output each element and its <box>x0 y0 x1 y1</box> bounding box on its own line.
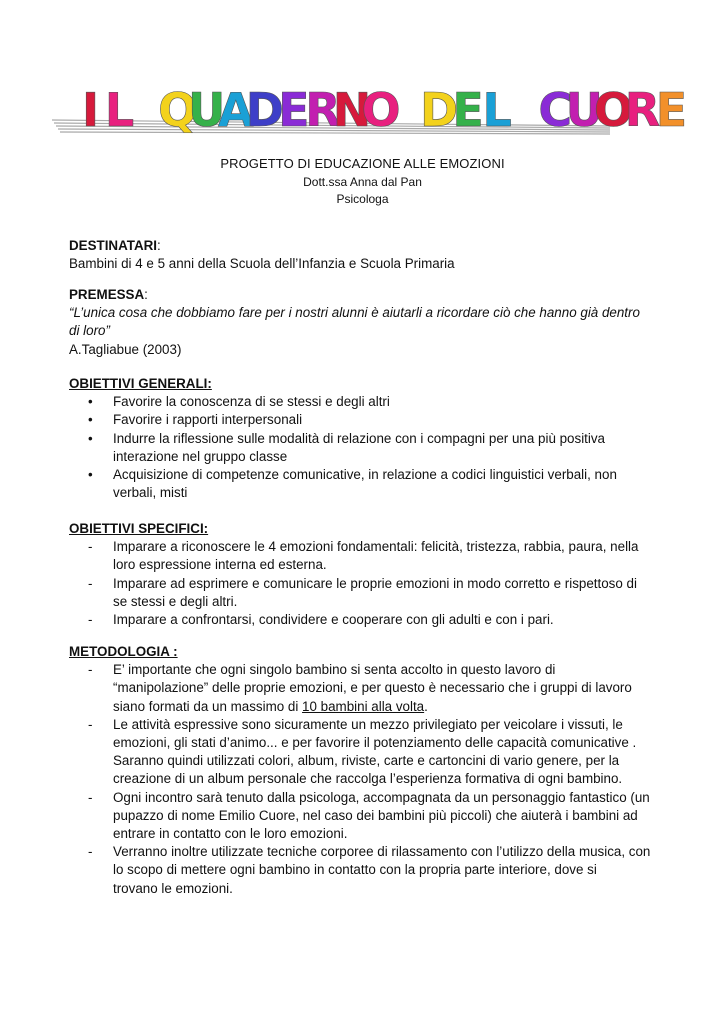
banner-letter: L <box>104 83 135 137</box>
list-item-line: E’ importante che ogni singolo bambino si senta accolto in questo lavoro di <box>113 662 556 678</box>
list-item-line: creazione di un album personale che raccolga l’esperienza formativa di ogni bambino. <box>113 771 623 787</box>
title-banner <box>50 82 690 140</box>
list-item-line: Favorire la conoscenza di se stessi e degli altri <box>113 394 390 410</box>
banner-letter: A <box>217 83 254 137</box>
banner-letter: R <box>624 83 661 137</box>
obiettivi-generali-section <box>69 375 657 502</box>
list-item-text: siano formati da un massimo di <box>113 698 303 714</box>
obiettivi-generali-list <box>69 393 657 502</box>
list-item-line: se stessi e degli altri. <box>113 593 238 609</box>
dash-marker: - <box>88 789 93 805</box>
banner-letter: C <box>538 83 573 137</box>
list-item-line: verbali, misti <box>113 485 188 501</box>
banner-letter: U <box>188 83 226 137</box>
destinatari-text: Bambini di 4 e 5 anni della Scuola dell’Infanzia e Scuola Primaria <box>69 256 455 272</box>
list-item <box>69 661 657 716</box>
obiettivi-specifici-list <box>69 538 657 629</box>
list-item-line: pupazzo di nome Emilio Cuore, nel caso dei bambini più piccoli) che aiuterà i bambini ad <box>113 807 638 823</box>
banner-letter: I <box>81 83 100 137</box>
underlined-text: 10 bambini alla volta <box>302 698 425 714</box>
dash-marker: - <box>88 662 93 678</box>
bullet-marker: • <box>88 430 93 446</box>
obiettivi-specifici-section <box>69 520 657 629</box>
list-item-line: Favorire i rapporti interpersonali <box>113 412 303 428</box>
title-banner-graphic <box>50 82 690 140</box>
banner-letter: Q <box>158 83 198 137</box>
metodologia-list <box>69 661 657 898</box>
banner-letter: E <box>278 83 310 137</box>
banner-letter: E <box>452 83 484 137</box>
premessa-quote-line1: “L’unica cosa che dobbiamo fare per i nostri alunni è aiutarli a ricordare ciò che hanno già dentro <box>69 305 640 321</box>
list-item-line: Saranno quindi utilizzati colori, album, riviste, carte e cartoncini di vario genere, per la <box>113 753 620 769</box>
list-item <box>69 716 657 789</box>
banner-letter: O <box>593 83 633 137</box>
list-item-line: entrare in contatto con le loro emozioni. <box>113 826 348 842</box>
bullet-marker: • <box>88 467 93 483</box>
author-name: Dott.ssa Anna dal Pan <box>303 175 422 189</box>
destinatari-colon: : <box>157 238 161 253</box>
metodologia-section <box>69 643 657 898</box>
metodologia-title: METODOLOGIA : <box>69 644 178 659</box>
banner-letter: E <box>655 83 688 137</box>
list-item <box>69 789 657 844</box>
dash-marker: - <box>88 716 93 732</box>
premessa-colon: : <box>144 287 148 302</box>
list-item-text: . <box>424 698 428 714</box>
list-item-line: lo scopo di mettere ogni bambino in contatto con la propria parte interiore, dove si <box>113 862 597 878</box>
author-role: Psicologa <box>336 192 389 206</box>
premessa-section <box>69 286 657 359</box>
list-item-line: interazione nel gruppo classe <box>113 448 288 464</box>
banner-letter: D <box>420 83 459 137</box>
banner-letter: R <box>305 83 341 137</box>
list-item <box>69 411 657 429</box>
list-item-line: Le attività espressive sono sicuramente un mezzo privilegiato per veicolare i vissuti, le <box>113 716 623 732</box>
list-item <box>69 393 657 411</box>
premessa-citation: A.Tagliabue (2003) <box>69 341 182 357</box>
premessa-quote-line2: di loro” <box>69 323 110 339</box>
list-item-line: “manipolazione” delle proprie emozioni, e per questo è necessario che i gruppi di lavoro <box>113 680 632 696</box>
dash-marker: - <box>88 539 93 555</box>
banner-letter: O <box>361 83 401 137</box>
list-item-line: Imparare ad esprimere e comunicare le proprie emozioni in modo corretto e rispettoso di <box>113 575 637 591</box>
destinatari-section <box>69 237 657 273</box>
list-item-line: emozioni, gli stati d’animo... e per favorire il potenziamento delle capacità comunicative . <box>113 735 637 751</box>
banner-letter: D <box>245 83 284 137</box>
list-item <box>69 611 657 629</box>
list-item-line: Imparare a confrontarsi, condividere e cooperare con gli adulti e con i pari. <box>113 612 554 628</box>
list-item <box>69 575 657 611</box>
bullet-marker: • <box>88 394 93 410</box>
destinatari-title: DESTINATARI <box>69 238 158 253</box>
project-title: PROGETTO DI EDUCAZIONE ALLE EMOZIONI <box>220 156 505 171</box>
list-item-line: Acquisizione di competenze comunicative, in relazione a codici linguistici verbali, non <box>113 467 617 483</box>
list-item <box>69 843 657 898</box>
premessa-title: PREMESSA <box>69 287 145 302</box>
list-item-line: Ogni incontro sarà tenuto dalla psicologa, accompagnata da un personaggio fantastico (un <box>113 789 650 805</box>
list-item <box>69 430 657 466</box>
list-item-line: loro espressione interna ed esterna. <box>113 557 327 573</box>
list-item-line: Verranno inoltre utilizzate tecniche corporee di rilassamento con l’utilizzo della musica, con <box>113 844 651 860</box>
obiettivi-specifici-title: OBIETTIVI SPECIFICI: <box>69 521 209 536</box>
obiettivi-generali-title: OBIETTIVI GENERALI: <box>69 376 212 391</box>
dash-marker: - <box>88 844 93 860</box>
dash-marker: - <box>88 575 93 591</box>
banner-letter: L <box>482 83 512 137</box>
list-item-line: Imparare a riconoscere le 4 emozioni fondamentali: felicità, tristezza, rabbia, paura, nella <box>113 539 639 555</box>
list-item-line: Indurre la riflessione sulle modalità di relazione con i compagni per una più positiva <box>113 430 606 446</box>
bullet-marker: • <box>88 412 93 428</box>
banner-letter: U <box>565 83 604 137</box>
list-item <box>69 538 657 574</box>
list-item <box>69 466 657 502</box>
dash-marker: - <box>88 612 93 628</box>
banner-letter: N <box>332 83 372 137</box>
list-item-line: trovano le emozioni. <box>113 880 233 896</box>
